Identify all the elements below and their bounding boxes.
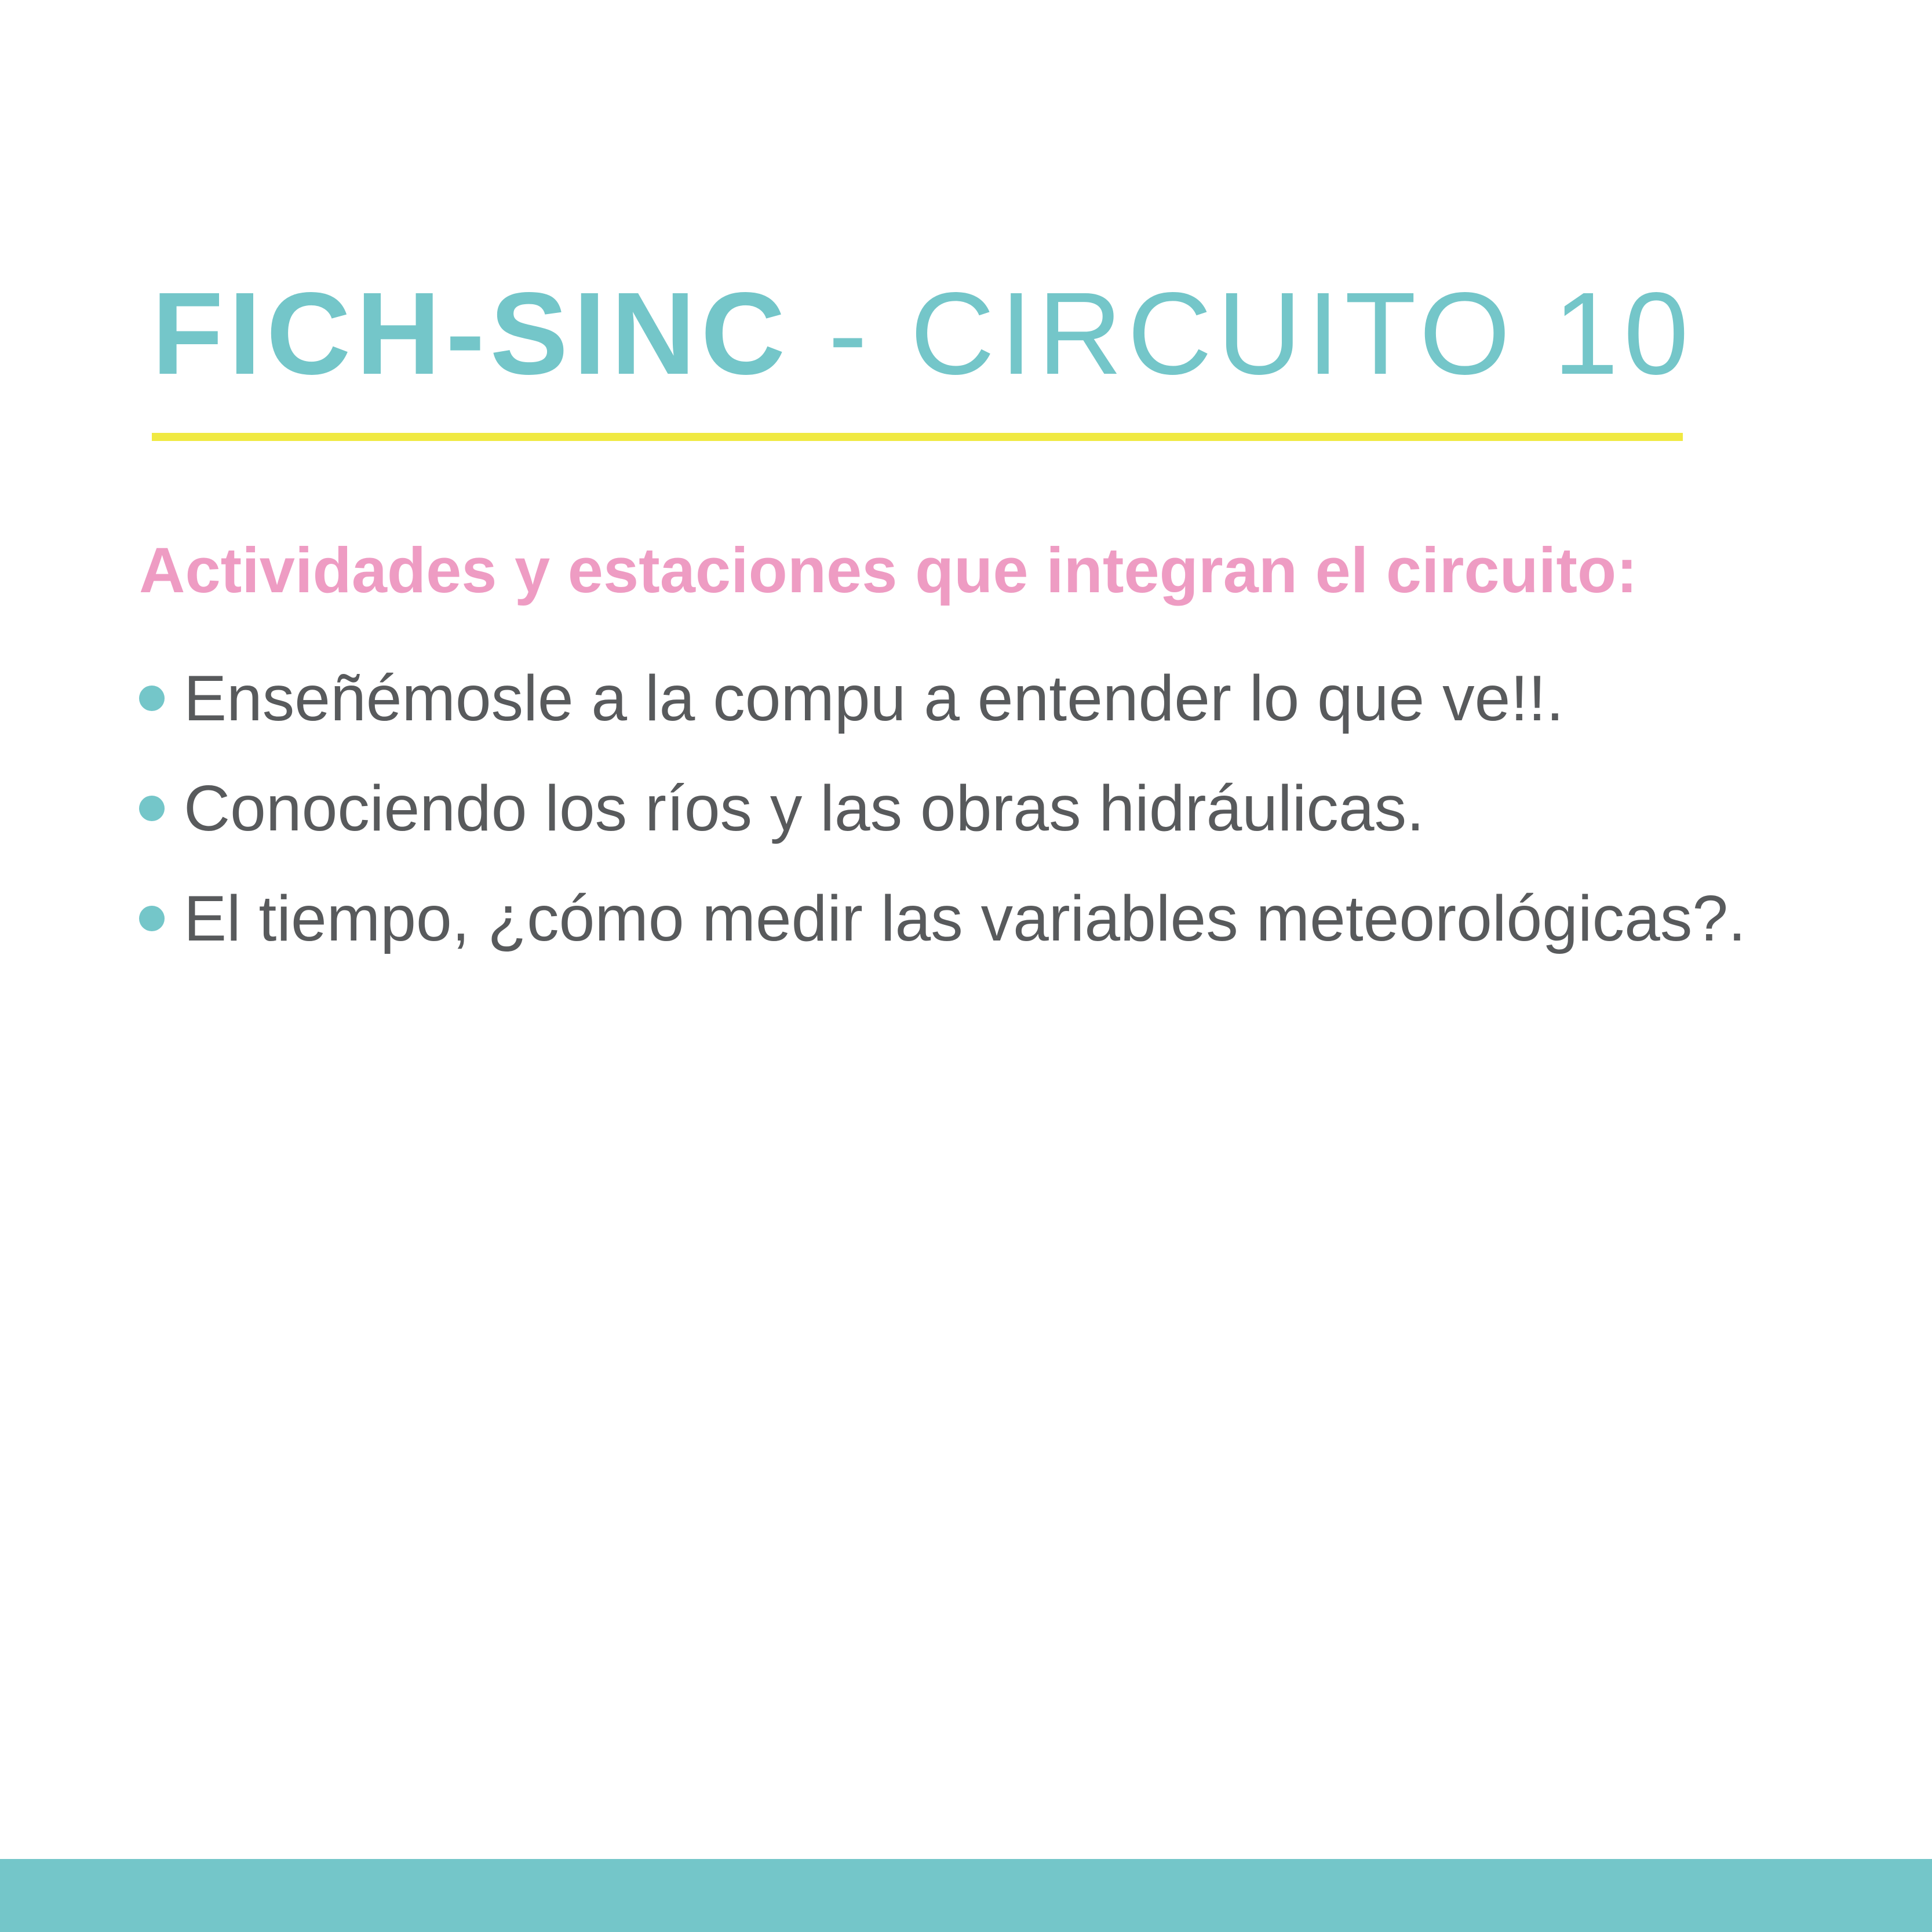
- bullet-dot-icon: [139, 796, 165, 821]
- footer-band: [0, 1859, 1932, 1932]
- list-item-text: El tiempo, ¿cómo medir las variables meteorológicas?.: [184, 883, 1746, 954]
- title-bold: FICH-SINC: [152, 268, 791, 399]
- title-regular: - CIRCUITO 10: [790, 268, 1694, 399]
- page-title: [152, 267, 1694, 400]
- activity-list: [139, 643, 1746, 974]
- section-subtitle: Actividades y estaciones que integran el circuito:: [139, 535, 1638, 606]
- list-item: [139, 643, 1746, 753]
- list-item-text: Enseñémosle a la compu a entender lo que ve!!.: [184, 662, 1564, 734]
- list-item: [139, 753, 1746, 863]
- title-underline: [152, 433, 1683, 441]
- list-item-text: Conociendo los ríos y las obras hidráulicas.: [184, 772, 1424, 844]
- list-item: [139, 863, 1746, 974]
- bullet-dot-icon: [139, 686, 165, 711]
- bullet-dot-icon: [139, 906, 165, 931]
